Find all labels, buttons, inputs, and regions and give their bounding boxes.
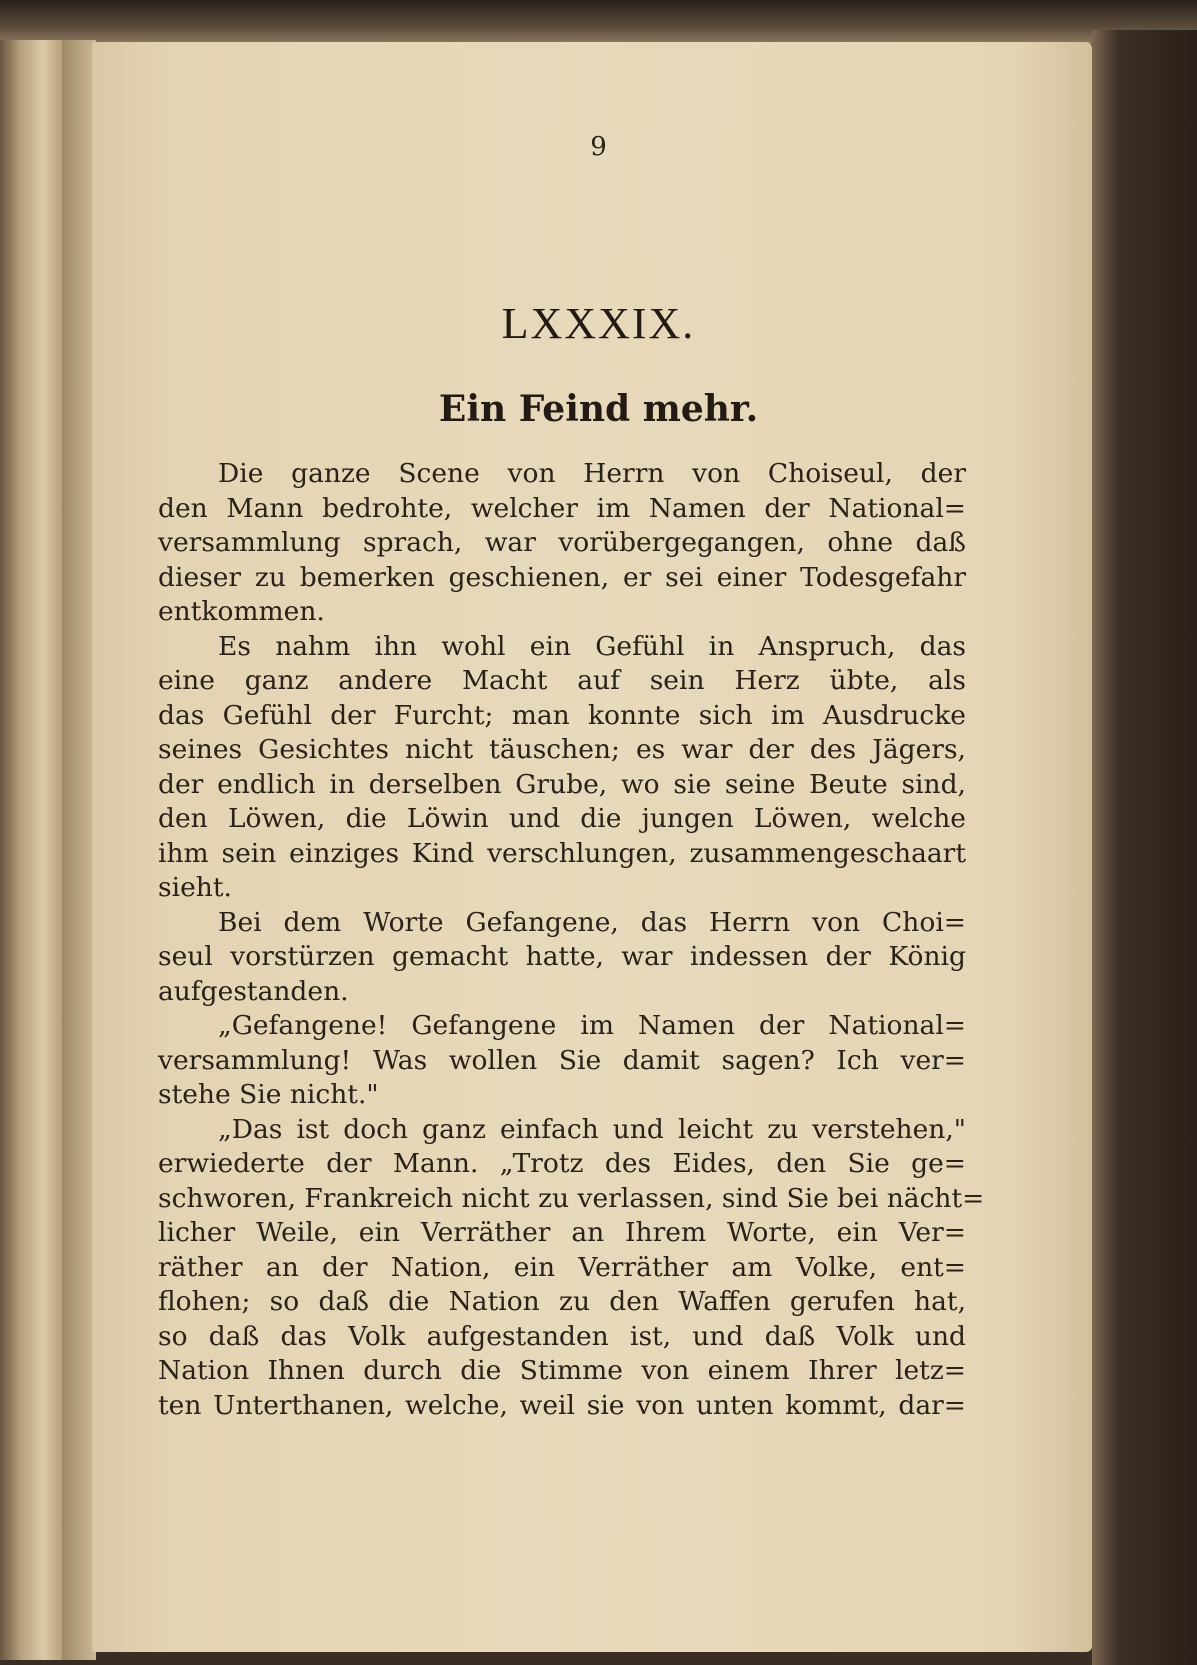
text-line: Die ganze Scene von Herrn von Choiseul, der: [218, 458, 966, 489]
chapter-number: LXXXIX.: [501, 299, 696, 348]
text-line: das Gefühl der Furcht; man konnte sich im Ausdrucke: [158, 699, 966, 731]
text-line: „Gefangene! Gefangene im Namen der National=: [218, 1010, 966, 1041]
text-line: versammlung! Was wollen Sie damit sagen? Ich ver=: [158, 1044, 966, 1076]
text-line: seines Gesichtes nicht täuschen; es war der des Jägers,: [158, 734, 966, 765]
text-line: aufgestanden.: [158, 975, 349, 1007]
text-line: räther an der Nation, ein Verräther am Volke, ent=: [158, 1251, 966, 1283]
text-line: ten Unterthanen, welche, weil sie von unten kommt, dar=: [158, 1389, 966, 1421]
text-line: den Mann bedrohte, welcher im Namen der National=: [158, 492, 966, 524]
text-line: versammlung sprach, war vorübergegangen, ohne daß: [158, 527, 966, 558]
gutter: [62, 40, 96, 1660]
text-line: der endlich in derselben Grube, wo sie seine Beute sind,: [158, 768, 966, 800]
text-line: schworen, Frankreich nicht zu verlassen, sind Sie bei nächt=: [158, 1182, 985, 1214]
text-line: ihm sein einziges Kind verschlungen, zusammengeschaart: [158, 837, 966, 869]
text-line: stehe Sie nicht.": [158, 1079, 379, 1110]
book-top-edge: [0, 0, 1197, 44]
page-number: 9: [590, 132, 607, 162]
text-line: so daß das Volk aufgestanden ist, und daß Volk und: [158, 1320, 966, 1352]
text-line: eine ganz andere Macht auf sein Herz übte, als: [158, 665, 966, 696]
text-line: licher Weile, ein Verräther an Ihrem Worte, ein Ver=: [158, 1217, 966, 1248]
text-line: sieht.: [158, 872, 232, 903]
text-line: Es nahm ihn wohl ein Gefühl in Anspruch, das: [218, 630, 966, 662]
text-line: Bei dem Worte Gefangene, das Herrn von Choi=: [218, 906, 966, 938]
book-cover-edge: [1092, 30, 1197, 1665]
text-line: Nation Ihnen durch die Stimme von einem Ihrer letz=: [158, 1355, 966, 1386]
text-line: flohen; so daß die Nation zu den Waffen gerufen hat,: [158, 1286, 966, 1317]
text-line: dieser zu bemerken geschienen, er sei einer Todesgefahr: [158, 561, 966, 593]
chapter-title: Ein Feind mehr.: [438, 388, 759, 430]
text-line: entkommen.: [158, 596, 325, 627]
text-line: „Das ist doch ganz einfach und leicht zu verstehen,": [218, 1113, 966, 1145]
text-line: erwiederte der Mann. „Trotz des Eides, den Sie ge=: [158, 1148, 966, 1179]
left-page-edge: [0, 40, 64, 1660]
text-line: seul vorstürzen gemacht hatte, war indessen der König: [158, 941, 966, 972]
text-line: den Löwen, die Löwin und die jungen Löwen, welche: [158, 803, 966, 834]
